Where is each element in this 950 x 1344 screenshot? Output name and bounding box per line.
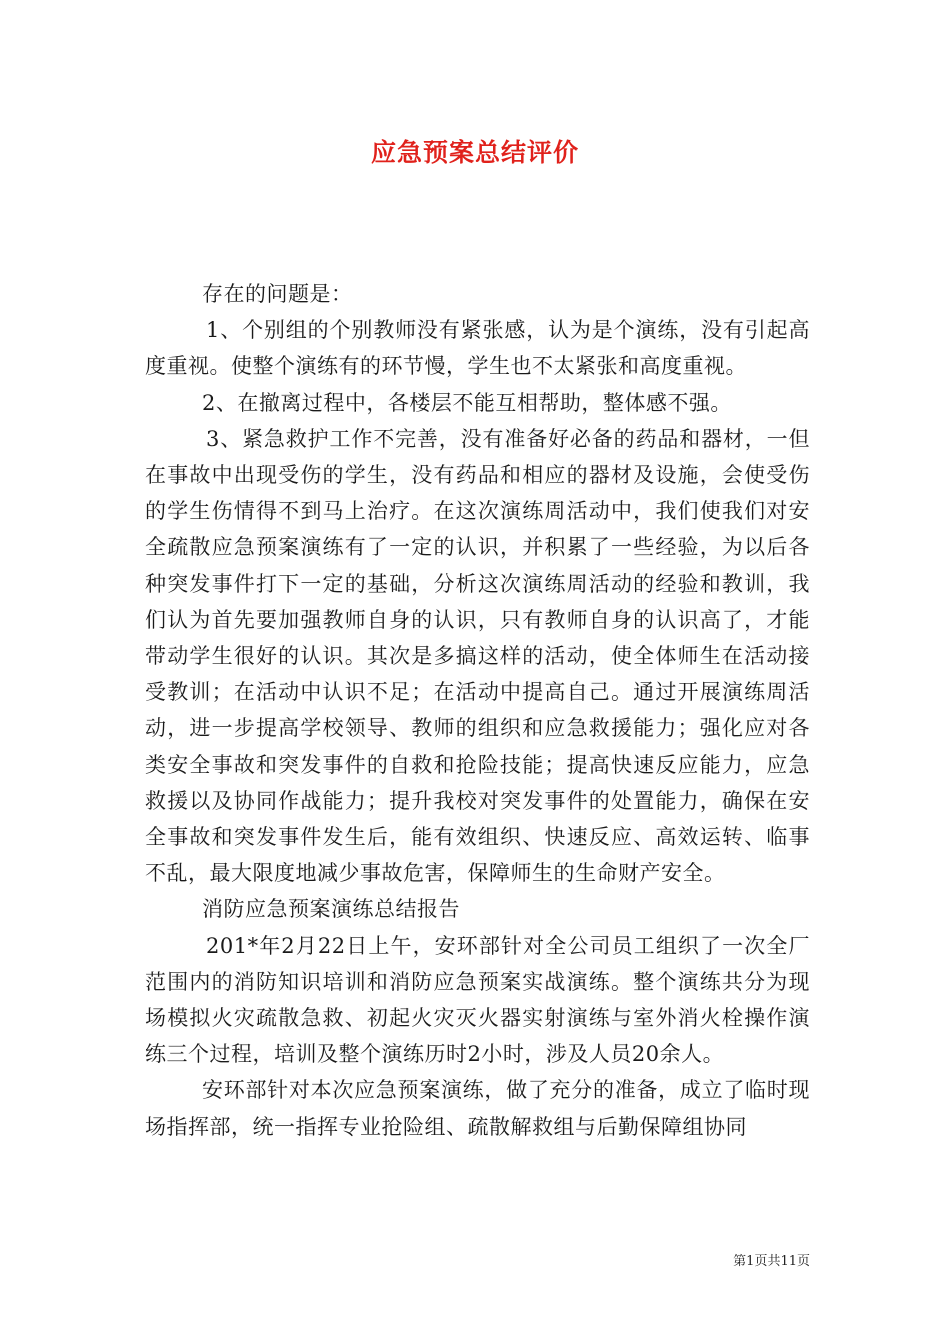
paragraph-problem-1: 1、个别组的个别教师没有紧张感，认为是个演练，没有引起高度重视。使整个演练有的环节慢，学生也不太紧张和高度重视。 <box>145 318 810 379</box>
paragraph-problem-3: 3、紧急救护工作不完善，没有准备好必备的药品和器材，一但在事故中出现受伤的学生，没有药品和相应的器材及设施，会使受伤的学生伤情得不到马上治疗。在这次演练周活动中，我们使我们对安全疏散应急预案演练有了一定的认识，并积累了一些经验，为以后各种突发事件打下一定的基础，分析这次演练周活动的经验和教训，我们认为首先要加强教师自身的认识，只有教师自身的认识高了，才能带动学生很好的认识。其次是多搞这样的活动，使全体师生在活动接受教训；在活动中认识不足；在活动中提高自己。通过开展演练周活动，进一步提高学校领导、教师的组织和应急救援能力；强化应对各类安全事故和突发事件的自救和抢险技能；提高快速反应能力，应急救援以及协同作战能力；提升我校对突发事件的处置能力，确保在安全事故和突发事件发生后，能有效组织、快速反应、高效运转、临事不乱，最大限度地减少事故危害，保障师生的生命财产安全。 <box>145 426 810 886</box>
paragraph-problems-heading: 存在的问题是： <box>202 282 353 306</box>
paragraph-section-heading: 消防应急预案演练总结报告 <box>202 897 460 922</box>
document-body <box>145 276 810 1145</box>
paragraph-problem-2: 2、在撤离过程中，各楼层不能互相帮助，整体感不强。 <box>202 390 732 415</box>
paragraph-preparation: 安环部针对本次应急预案演练，做了充分的准备，成立了临时现场指挥部，统一指挥专业抢险组、疏散解救组与后勤保障组协同 <box>145 1078 810 1139</box>
page-number: 第1页共11页 <box>733 1254 810 1269</box>
document-title: 应急预案总结评价 <box>370 138 579 167</box>
paragraph-drill-summary: 201*年2月22日上午，安环部针对全公司员工组织了一次全厂范围内的消防知识培训和消防应急预案实战演练。整个演练共分为现场模拟火灾疏散急救、初起火灾灭火器实射演练与室外消火栓操作演练三个过程，培训及整个演练历时2小时，涉及人员20余人。 <box>145 933 810 1067</box>
